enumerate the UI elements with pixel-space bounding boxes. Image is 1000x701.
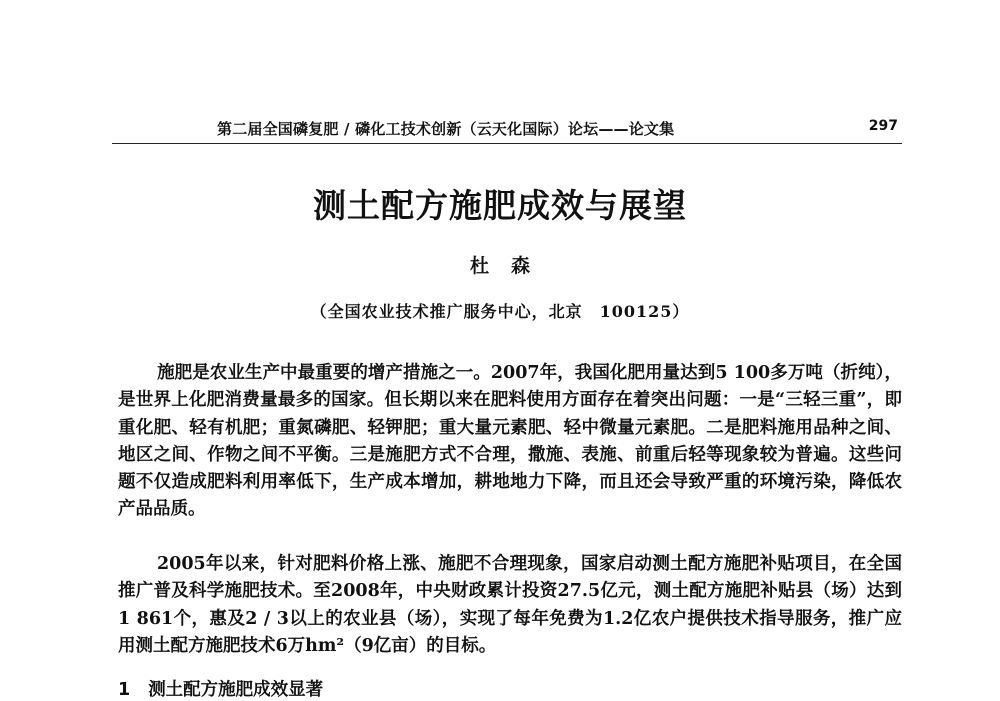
body-paragraph: [118, 360, 902, 524]
paper-title: 测土配方施肥成效与展望: [313, 186, 687, 225]
running-head-title: 第二届全国磷复肥 / 磷化工技术创新（云天化国际）论坛——论文集: [217, 120, 675, 138]
author-name: 杜森: [469, 255, 552, 277]
page-number: 297: [868, 118, 898, 134]
section-title: 测土配方施肥成效显著: [148, 680, 324, 700]
body-paragraph: [118, 551, 902, 660]
section-heading: [118, 676, 618, 701]
header-rule: [112, 143, 902, 144]
section-number: 1: [118, 680, 131, 700]
running-head: [112, 116, 900, 142]
author-affiliation: （全国农业技术推广服务中心，北京 100125）: [310, 302, 690, 321]
paragraph-text: 2005年以来，针对肥料价格上涨、施肥不合理现象，国家启动测土配方施肥补贴项目，在全国推广普及科学施肥技术。至2008年，中央财政累计投资27.5亿元，测土配方施肥补贴县（场）达到1 861个，惠及2 / 3以上的农业县（场），实现了每年免费为1.2亿农户提供技术指导服务，推广应用测土配方施肥技术6万hm²（9亿亩）的目标。: [118, 554, 902, 656]
paragraph-text: 施肥是农业生产中最重要的增产措施之一。2007年，我国化肥用量达到5 100多万吨（折纯），是世界上化肥消费量最多的国家。但长期以来在肥料使用方面存在着突出问题：一是“三轻三重”，即重化肥、轻有机肥；重氮磷肥、轻钾肥；重大量元素肥、轻中微量元素肥。二是肥料施用品种之间、地区之间、作物之间不平衡。三是施肥方式不合理，撒施、表施、前重后轻等现象较为普遍。这些问题不仅造成肥料利用率低下，生产成本增加，耕地地力下降，而且还会导致严重的环境污染，降低农产品品质。: [118, 363, 902, 520]
